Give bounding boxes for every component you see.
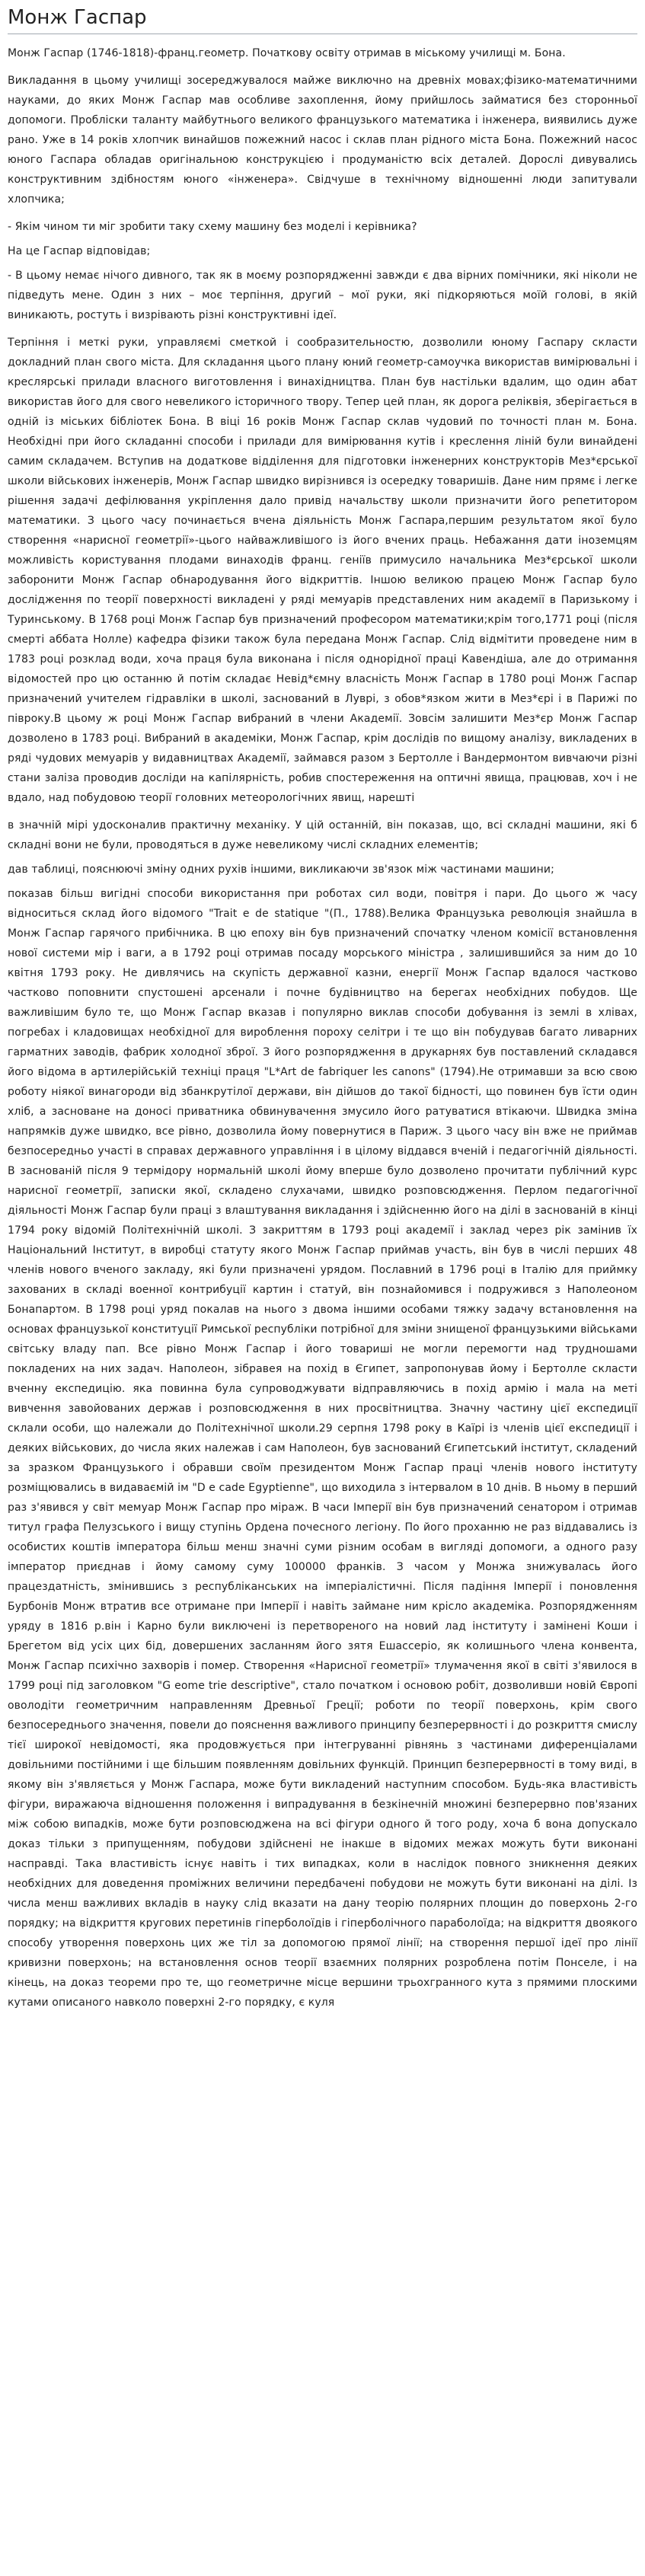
paragraph-tables: дав таблиці, пояснюючі зміну одних рухів іншими, викликаючи зв'язок між частинами машини; [8,863,554,876]
paragraph-question: - Якім чином ти міг зробити таку схему машину без моделі і керівника? [8,221,417,233]
article-body [8,43,637,2013]
paragraph-intro: Монж Гаспар (1746-1818)-франц.геометр. Початкову освіту отримав в міському училищі м. Бона. [8,47,566,59]
paragraph-later-life: показав більш вигідні способи використання при роботах сил води, повітря і пари. До цього ж часу відноситься склад його відомого "Trait e de statique "(П., 1788).Велика Французька революція знайшла в Монж Гаспар гарячого прибічника. В цю епоху він був призначений спочатку членом комісії встановлення нової системи мір і ваги, а в 1792 році отримав посаду морського міністра , залишившийся за ним до 10 квітня 1793 року. Не дивлячись на скупість державної казни, енергії Монж Гаспар вдалося частково частково поповнити спустошені арсенали і почне будівництво на берегах необхідних побудов. Ще важливішим було те, що Монж Гаспар вказав і популярно виклав способи добування із землі в хлівах, погребах і кладовищах необхідної для вироблення пороху селітри і те що він побудував багато ливарних гарматних заводів, фабрик холодної зброї. З його розпорядження в друкарнях був поставлений складався його відома в артилерійській техніці праця "L*Art de fabriquer les canons" (1794).Не отримавши за всю свою роботу ніякої винагороди від збанкрутілої держави, він дійшов до такої бідності, що повинен був їсти один хліб, а засноване на доносі приватника обвинувачення змусило його ратуватися втікаючи. Швидка зміна напрямків дуже швидко, все рівно, дозволила йому повернутися в Париж. З цього часу він вже не приймав безпосередньо участі в справах державного управління і в цілому віддався вченій і педагогічній діяльності. В заснованій після 9 термідору нормальній школі йому вперше було дозволено прочитати публічний курс нарисної геометрії, записки якої, складено слухачами, швидко розповсюдження. Перлом педагогічної діяльності Монж Гаспар були праці з влаштування викладання і здійсненню його на ділі в заснованій в кінці 1794 року відомій Політехнічній школі. З закриттям в 1793 році академії і заклад через рік замінив їх Національний Інститут, в виробці статуту якого Монж Гаспар приймав участь, він був в числі перших 48 членів нового вченого закладу, які були призначені урядом. Пославний в 1796 році в Італію для приймку захованих в складі военної контрибуції картин і статуй, він познайомився і подружився з Наполеоном Бонапартом. В 1798 році уряд покалав на нього з двома іншими особами тяжку задачу встановлення на основах французької конституції Римської республіки потрібної для зміни знищеної французькими військами світську владу пап. Все рівно Монж Гаспар і його товариші не могли перемогти над трудношами покладених на них задач. Наполеон, зібравея на похід в Єгипет, запропонував йому і Бертолле скласти вченну експедицію. яка повинна була супроводжувати відправляючись в похід армію і мала на меті вивчення завойованих держав і розповсюдження в них просвітництва. Значну частину цієї експедиції склали особи, що належали до Політехнічної школи.29 серпня 1798 року в Каїрі із членів цієї експедиції і деяких військових, до числа яких належав і сам Наполеон, був заснований Єгипетський інститут, складений за зразком Французького і обравши своїм президентом Монж Гаспар праці членів нового інституту розміщювались в видаваємій ім "D e cade Egyptienne", що виходила з інтервалом в 10 днів. В ньому в перший раз з'явився у світ мемуар Монж Гаспар про міраж. В часи Імперії він був призначений сенатором і отримав титул графа Пелузського і вищу ступінь Ордена почесного легіону. По його проханню не раз віддавались із особистих коштів імператора більш менш значні суми різним особам в вигляді допомоги, а одного разу імператор приєднав і йому самому суму 100000 франків. З часом у Монжа знижувалась його працездатність, змінившись з республіканських на імперіалістичні. Після падіння Імперії і поновлення Бурбонів Монж втратив все отримане при Імперії і навіть займане ним крісло академіка. Розпорядженням уряду в 1816 р.він і Карно були виключені із перетвореного на новий лад інституту і замінені Коши і Брегетом від усіх цих бід, довершених засланням його зятя Ешассеріо, як колишнього члена конвента, Монж Гаспар психічно захворів і помер. Створення «Нарисної геометрії» тлумачення якої в світі з'явилося в 1799 році під заголовком "G eome trie descriptive", стало початком і основою робіт, дозволивши новій Європі оволодіти геометричним направленням Древньої Греції; роботи по теорії поверхонь, крім свого безпосереднього значення, повели до пояснення важливого принципу безперервності і до розкриття смислу тієї широкої невідомості, яка продовжується при інтегруванні рівнянь з частинами диференціалами довільними постійними і ще більшим появленням довільних функцій. Принцип безперервності в тому виді, в якому він з'являється у Монж Гаспара, може бути викладений наступним способом. Будь-яка властивість фігури, виражаюча відношення положення і випрадування в безкінечній множині безперервно пов'язаних між собою випадків, може бути розповсюджена на всі фігури одного й того роду, хоча б вона допускало доказ тільки з припущенням, побудови здійснені не інакше в відомих межах можуть бути виконані насправді. Така властивість існує навіть і тих випадках, коли в наслідок повного зникнення деяких необхідних для доведення проміжних величини передбачені побудови не можуть бути виконані на ділі. Із числа менш важливих вкладів в науку слід вказати на дану теорію полярних площин до поверхонь 2-го порядку; на відкриття кругових перетинів гіперболоїдів і гіперболічного параболоїда; на відкриття двоякого способу утворення поверхонь цих же тіл за допомогою прямої лінії; на створення першої ідеї про лінії кривизни поверхонь; на встановлення основ теорії взаємних полярних розроблена потім Понселе, і на кінець, на доказ теореми про те, що геометричне місце вершини трьохгранного кута з прямими плоскими кутами описаного навколо поверхні 2-го порядку, є куля [8,888,638,2009]
paragraph-education: Викладання в цьому училищі зосереджувалося майже виключно на древніх мовах;фізико-математичними науками, до яких Монж Гаспар мав особливе захоплення, йому прийшлось займатися без сторонньої допомоги. Пробліски таланту майбутнього великого французького математика і інженера, виявились дуже рано. Уже в 14 років хлопчик винайшов пожежний насос і склав план рідного міста Бона. Пожежний насос юного Гаспара обладав оригінальною конструкцією і продуманістю всіх деталей. Дорослі дивувались конструктивним здібностям юного «інженера». Свідчуше в технічному відношенні люди запитували хлопчика; [8,75,637,206]
paragraph-career: Терпіння і меткі руки, управляємі сметкой і сообразительностю, дозволили юному Гаспару скласти докладний план свого міста. Для складання цього плану юний геометр-самоучка використав вимірювальні і креслярські прилади власного виготовлення і винахідництва. План був настільки вдалим, що один абат використав його для свого невеликого історичного твору. Тепер цей план, як дорога реліквія, зберігається в одній із міських бібліотек Бона. В віці 16 років Монж Гаспар склав чудовий по точності план м. Бона. Необхідні при його складанні способи і прилади для вимірювання кутів і креслення ліній були винайдені самим складачем. Вступив на додаткове відділення для підготовки інженерних конструкторів Мез*єрської школи військових інженерів, Монж Гаспар швидко вирізнився із осередку товаришів. Дане ним прямє і легке рішення задачі дефілювання укріплення дало привід начальству школи призначити його репетитором математики. З цього часу починається вчена діяльність Монж Гаспара,першим результатом якої було створення «нарисної геометрії»-цього найважливішого із його вчених праць. Небажання дати іноземцям можливість користування плодами винаходів франц. геніїв примусило начальника Мез*єрської школи заборонити Монж Гаспар обнародування його відкриттів. Іншою великою працею Монж Гаспар було дослідження по теорії поверхності викладені у ряді мемуарів представлених ним академії в Паризькому і Туринському. В 1768 році Монж Гаспар був призначений професором математики;крім того,1771 році (після смерті аббата Нолле) кафедра фізики також була передана Монж Гаспар. Слід відмітити проведене ним в 1783 році розклад води, хоча праця була виконана і після однорідної праці Кавендіша, але до отримання відомостей про цю останню й потім складає Невід*ємну власність Монж Гаспар в 1780 році Монж Гаспар призначений учителем гідравліки в школі, заснований в Луврі, з обов*язком жити в Мез*єрі і в Парижі по півроку.В цьому ж році Монж Гаспар вибраний в члени Академії. Зовсім залишити Мез*єр Монж Гаспар дозволено в 1783 році. Вибраний в академіки, Монж Гаспар, крім дослідів по вищому аналізу, викладених в ряді чудових мемуарів у видавництвах Академії, займався разом з Бертолле і Вандермонтом вивчаючи різні стани заліза проводив досліди на капілярність, робив спостереження на оптичні явища, працював, хоч і не вдало, над побудовою теорії головних метеорологічних явищ, нарешті [8,337,637,804]
paragraph-reply: - В цьому немає нічого дивного, так як в моєму розпорядженні завжди є два вірних помічники, які ніколи не підведуть мене. Один з них – моє терпіння, другий – мої руки, які підкоряються моїй голові, в якій виникають, ростуть і визрівають різні конструктивні ідеї. [8,270,637,321]
page-title: Монж Гаспар [8,6,147,29]
paragraph-mechanics: в значній мірі удосконалив практичну механіку. У цій останній, він показав, що, всі складні машини, які б складні вони не були, проводяться в дуже невеликому числі складних елементів; [8,819,637,851]
paragraph-reply-intro: На це Гаспар відповідав; [8,245,151,257]
